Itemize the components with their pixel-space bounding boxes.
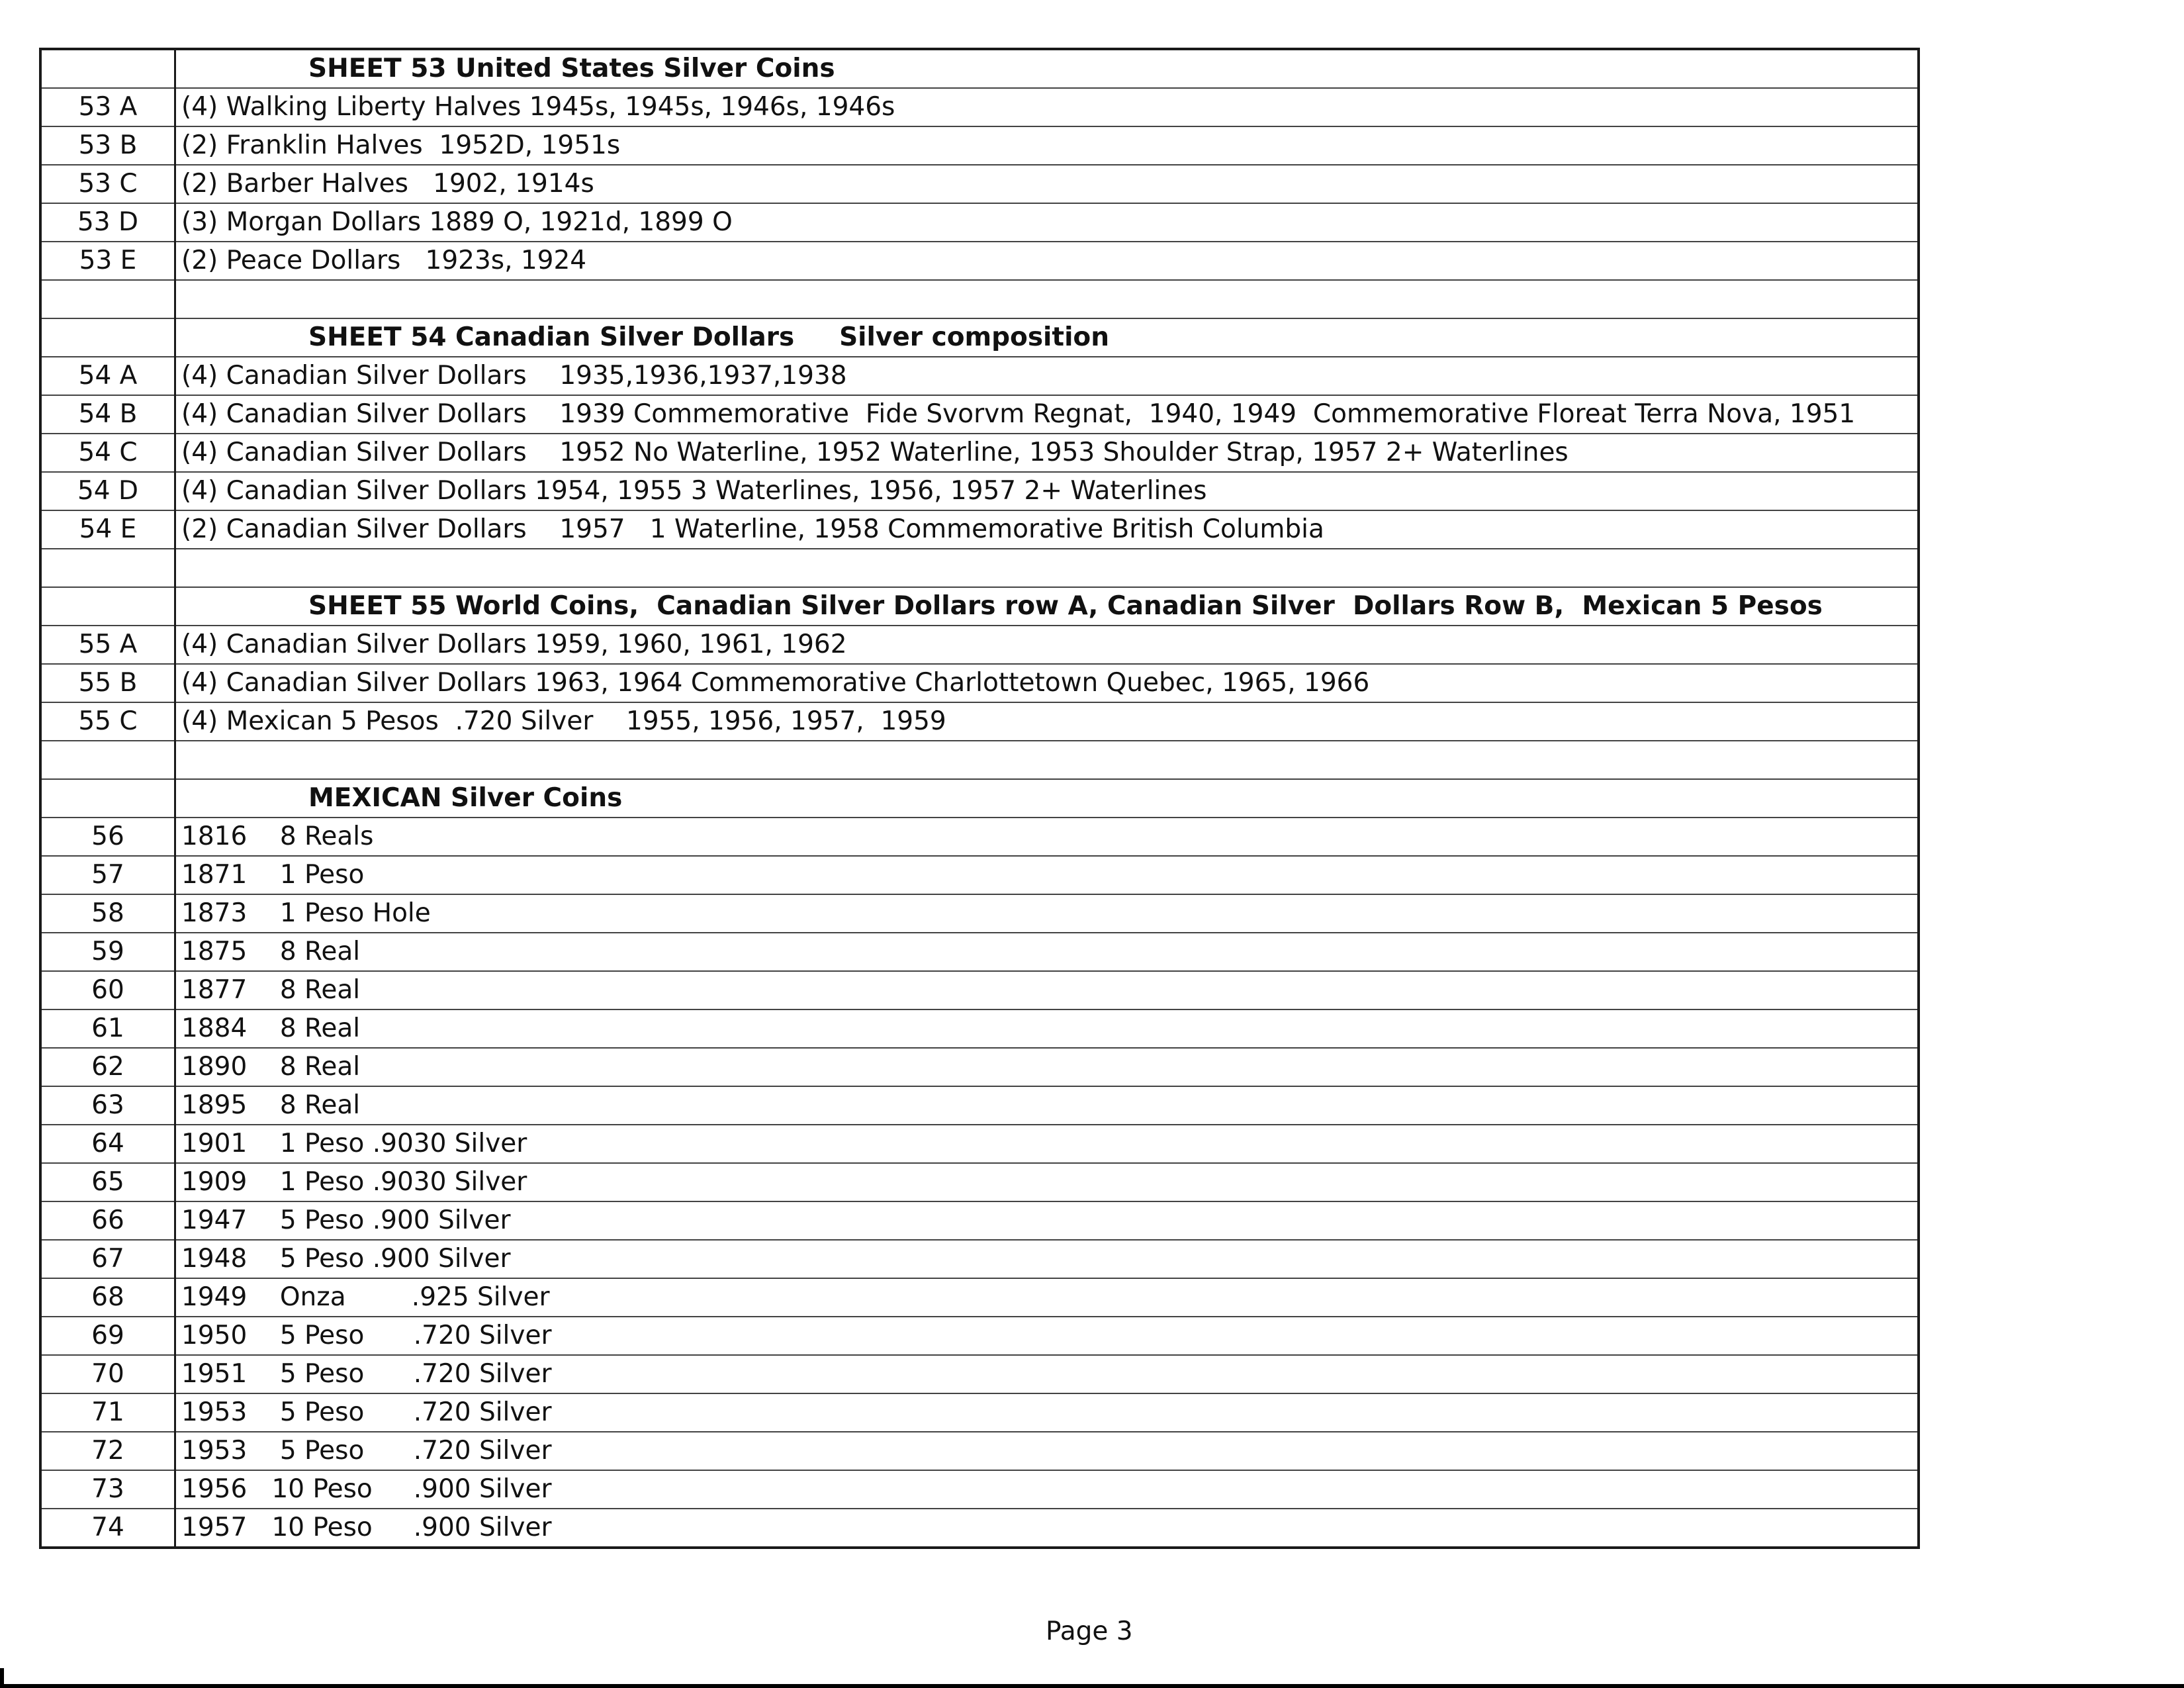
lot-row [40, 242, 1919, 280]
lot-row [40, 472, 1919, 510]
lot-row [40, 1048, 1919, 1086]
lot-number: 72 [40, 1432, 175, 1470]
lot-description: (4) Mexican 5 Pesos .720 Silver 1955, 1956, 1957, 1959 [175, 702, 1919, 741]
lot-number: 65 [40, 1163, 175, 1201]
lot-description: (2) Peace Dollars 1923s, 1924 [175, 242, 1919, 280]
lot-number [40, 318, 175, 357]
lot-row [40, 1086, 1919, 1125]
lot-description: (4) Canadian Silver Dollars 1959, 1960, 1961, 1962 [175, 626, 1919, 664]
blank-row [40, 280, 1919, 318]
lot-description: 1909 1 Peso .9030 Silver [175, 1163, 1919, 1201]
lot-description: 1953 5 Peso .720 Silver [175, 1432, 1919, 1470]
lot-row [40, 664, 1919, 702]
scan-edge-corner [0, 1668, 4, 1688]
lot-row [40, 1355, 1919, 1393]
lot-number: 54 D [40, 472, 175, 510]
lot-number: 63 [40, 1086, 175, 1125]
lot-number: 55 C [40, 702, 175, 741]
lot-number: 54 C [40, 434, 175, 472]
page-number: Page 3 [1046, 1617, 1133, 1646]
section-title: MEXICAN Silver Coins [175, 779, 1919, 818]
lot-description: 1873 1 Peso Hole [175, 894, 1919, 933]
lot-row [40, 894, 1919, 933]
lot-description: (4) Canadian Silver Dollars 1935,1936,1937,1938 [175, 357, 1919, 395]
lot-row [40, 1393, 1919, 1432]
lot-number: 71 [40, 1393, 175, 1432]
lot-description: 1951 5 Peso .720 Silver [175, 1355, 1919, 1393]
lot-number: 53 B [40, 126, 175, 165]
lot-row [40, 1432, 1919, 1470]
lot-description: (2) Canadian Silver Dollars 1957 1 Waterline, 1958 Commemorative British Columbia [175, 510, 1919, 549]
lot-number: 53 A [40, 88, 175, 126]
lot-row [40, 1240, 1919, 1278]
lot-description: 1871 1 Peso [175, 856, 1919, 894]
lot-description: 1956 10 Peso .900 Silver [175, 1470, 1919, 1509]
lot-description: (4) Canadian Silver Dollars 1939 Commemorative Fide Svorvm Regnat, 1940, 1949 Commemorative Floreat Terra Nova, 1951 [175, 395, 1919, 434]
lot-row [40, 203, 1919, 242]
lot-description: 1884 8 Real [175, 1009, 1919, 1048]
lot-row [40, 1009, 1919, 1048]
lot-row [40, 434, 1919, 472]
lot-description: 1877 8 Real [175, 971, 1919, 1009]
lot-row [40, 818, 1919, 856]
lot-number: 54 B [40, 395, 175, 434]
lot-number: 53 C [40, 165, 175, 203]
lot-row [40, 395, 1919, 434]
lot-row [40, 1470, 1919, 1509]
lot-description: (2) Barber Halves 1902, 1914s [175, 165, 1919, 203]
lot-number: 59 [40, 933, 175, 971]
lot-number: 53 E [40, 242, 175, 280]
lot-row [40, 856, 1919, 894]
lot-description: (4) Canadian Silver Dollars 1963, 1964 Commemorative Charlottetown Quebec, 1965, 1966 [175, 664, 1919, 702]
section-header-row [40, 318, 1919, 357]
lot-number: 58 [40, 894, 175, 933]
lot-description: 1947 5 Peso .900 Silver [175, 1201, 1919, 1240]
lot-number: 62 [40, 1048, 175, 1086]
section-header-row [40, 779, 1919, 818]
lot-number: 56 [40, 818, 175, 856]
lot-row [40, 1278, 1919, 1317]
lot-row [40, 702, 1919, 741]
lot-number [40, 549, 175, 587]
lot-description: (4) Canadian Silver Dollars 1954, 1955 3 Waterlines, 1956, 1957 2+ Waterlines [175, 472, 1919, 510]
lot-number: 60 [40, 971, 175, 1009]
lot-description: 1895 8 Real [175, 1086, 1919, 1125]
lot-number: 64 [40, 1125, 175, 1163]
section-header-row [40, 587, 1919, 626]
lot-row [40, 165, 1919, 203]
lot-description [175, 280, 1919, 318]
section-title: SHEET 53 United States Silver Coins [175, 49, 1919, 88]
lot-description: 1953 5 Peso .720 Silver [175, 1393, 1919, 1432]
lot-description: (4) Canadian Silver Dollars 1952 No Waterline, 1952 Waterline, 1953 Shoulder Strap, 1957 2+ Waterlines [175, 434, 1919, 472]
lot-number: 61 [40, 1009, 175, 1048]
blank-row [40, 549, 1919, 587]
lot-row [40, 1125, 1919, 1163]
lot-row [40, 971, 1919, 1009]
lot-number [40, 779, 175, 818]
lot-description: 1816 8 Reals [175, 818, 1919, 856]
lot-description: (4) Walking Liberty Halves 1945s, 1945s, 1946s, 1946s [175, 88, 1919, 126]
lot-table [39, 48, 1920, 1549]
lot-number: 73 [40, 1470, 175, 1509]
lot-number: 53 D [40, 203, 175, 242]
lot-number: 66 [40, 1201, 175, 1240]
lot-description: (3) Morgan Dollars 1889 O, 1921d, 1899 O [175, 203, 1919, 242]
lot-number: 74 [40, 1509, 175, 1548]
lot-description: 1949 Onza .925 Silver [175, 1278, 1919, 1317]
section-title: SHEET 54 Canadian Silver Dollars Silver composition [175, 318, 1919, 357]
lot-description: 1957 10 Peso .900 Silver [175, 1509, 1919, 1548]
lot-row [40, 1163, 1919, 1201]
section-header-row [40, 49, 1919, 88]
section-title: SHEET 55 World Coins, Canadian Silver Dollars row A, Canadian Silver Dollars Row B, Mexican 5 Pesos [175, 587, 1919, 626]
lot-description: 1950 5 Peso .720 Silver [175, 1317, 1919, 1355]
lot-number: 55 B [40, 664, 175, 702]
lot-number: 68 [40, 1278, 175, 1317]
lot-row [40, 510, 1919, 549]
lot-number: 67 [40, 1240, 175, 1278]
lot-number: 70 [40, 1355, 175, 1393]
lot-description: 1890 8 Real [175, 1048, 1919, 1086]
lot-number [40, 280, 175, 318]
lot-number [40, 49, 175, 88]
lot-number [40, 741, 175, 779]
lot-description: (2) Franklin Halves 1952D, 1951s [175, 126, 1919, 165]
lot-number: 54 A [40, 357, 175, 395]
lot-row [40, 1201, 1919, 1240]
lot-table-body [40, 49, 1919, 1548]
lot-description [175, 741, 1919, 779]
lot-row [40, 933, 1919, 971]
lot-row [40, 1509, 1919, 1548]
lot-description: 1901 1 Peso .9030 Silver [175, 1125, 1919, 1163]
lot-description: 1875 8 Real [175, 933, 1919, 971]
lot-row [40, 1317, 1919, 1355]
blank-row [40, 741, 1919, 779]
lot-number: 57 [40, 856, 175, 894]
lot-number [40, 587, 175, 626]
scan-edge [0, 1684, 2184, 1688]
lot-row [40, 357, 1919, 395]
lot-description: 1948 5 Peso .900 Silver [175, 1240, 1919, 1278]
lot-description [175, 549, 1919, 587]
lot-row [40, 88, 1919, 126]
lot-row [40, 126, 1919, 165]
lot-number: 55 A [40, 626, 175, 664]
lot-number: 69 [40, 1317, 175, 1355]
lot-number: 54 E [40, 510, 175, 549]
lot-row [40, 626, 1919, 664]
